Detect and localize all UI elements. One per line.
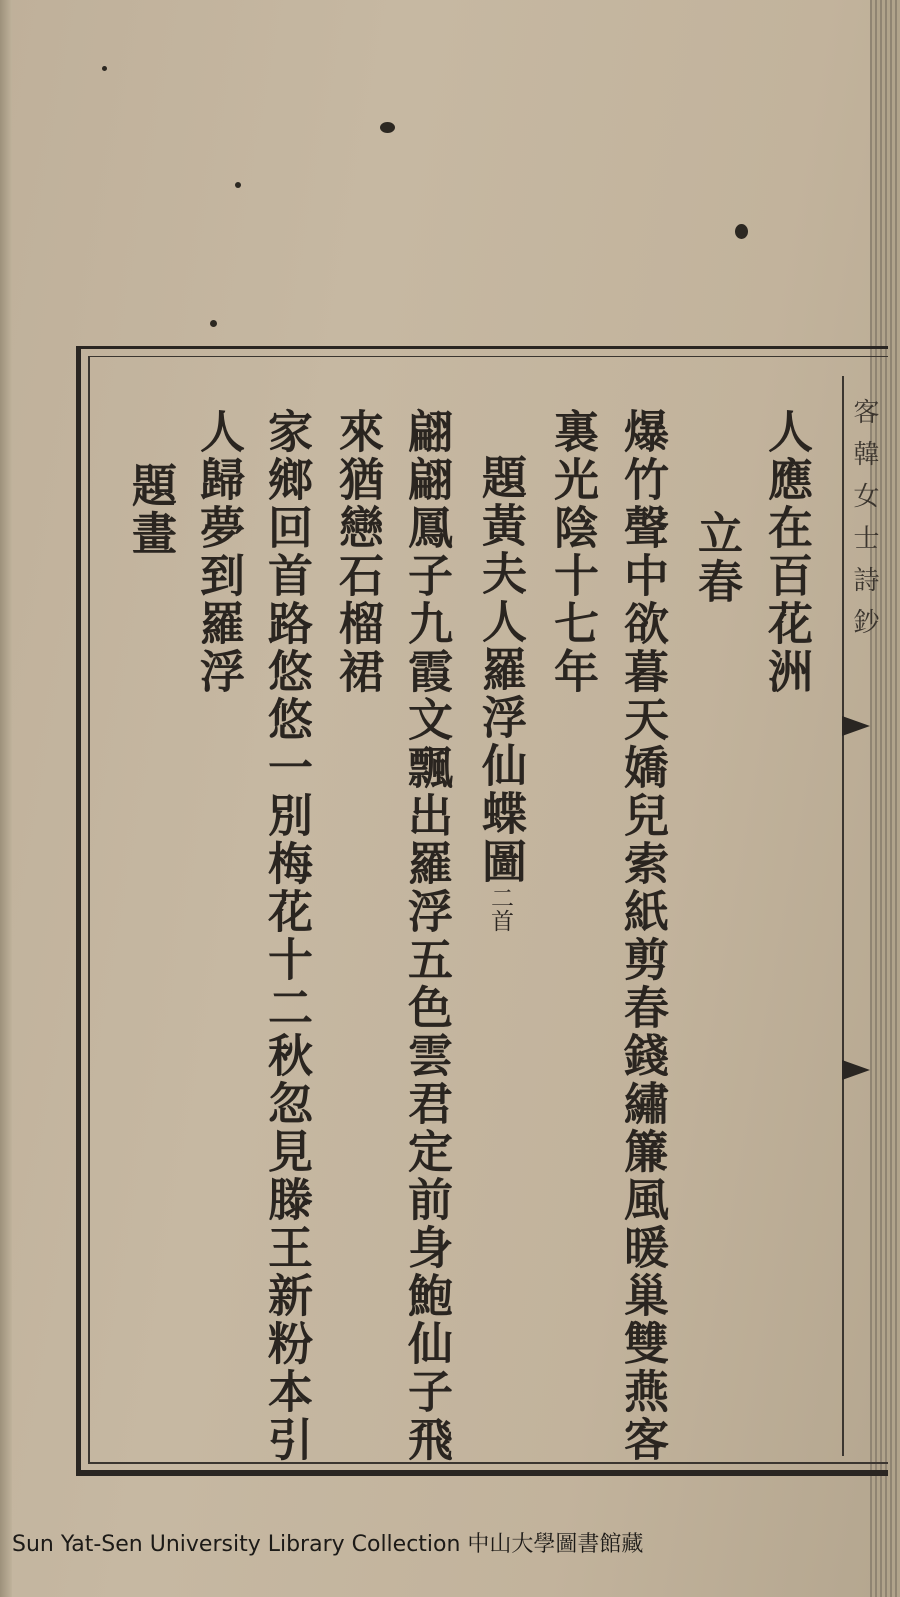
fish-tail-mark-bottom [842, 1060, 870, 1080]
paper-spot [210, 320, 217, 327]
text-column: 人歸夢到羅浮 [192, 408, 245, 696]
text-column: 人應在百花洲 [760, 408, 813, 696]
margin-rule [842, 376, 844, 1456]
text-column: 裏光陰十七年 [546, 408, 599, 696]
poem-title: 立春 [690, 510, 743, 606]
text-column: 爆竹聲中欲暮天嬌兒索紙剪春錢繡簾風暖巢雙燕客 [616, 408, 669, 1464]
left-page-edge [0, 0, 12, 1597]
paper-spot [235, 182, 241, 188]
text-column: 家鄉回首路悠悠一別梅花十二秋忽見滕王新粉本引 [260, 408, 313, 1464]
running-title: 客韓女士詩鈔 [849, 398, 879, 650]
poem-title [474, 454, 527, 932]
poem-title: 題畫 [124, 462, 177, 558]
paper-spot [735, 224, 748, 239]
poem-title-text: 題黃夫人羅浮仙蝶圖 [474, 454, 527, 886]
library-credit: Sun Yat-Sen University Library Collection 中山大學圖書館藏 [12, 1532, 644, 1557]
text-column: 翩翩鳳子九霞文飄出羅浮五色雲君定前身鮑仙子飛 [400, 408, 453, 1464]
text-column: 來猶戀石榴裙 [331, 408, 384, 696]
poem-count-note: 二首 [487, 886, 513, 932]
paper-spot [380, 122, 395, 133]
paper-spot [102, 66, 107, 71]
fish-tail-mark-top [842, 716, 870, 736]
